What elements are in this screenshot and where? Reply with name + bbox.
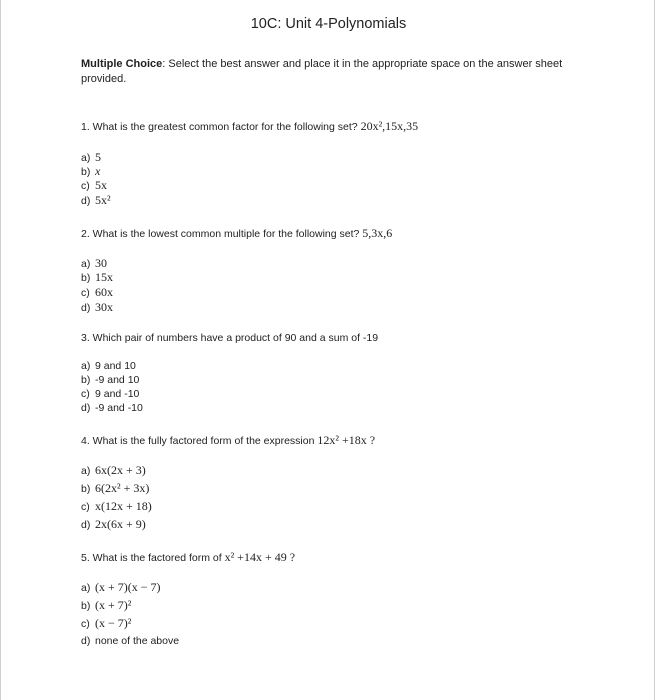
question-5 bbox=[81, 550, 295, 565]
question-3 bbox=[81, 332, 378, 344]
option: d) -9 and -10 bbox=[81, 402, 143, 414]
option: c) (x − 7)² bbox=[81, 616, 132, 630]
instructions bbox=[81, 57, 571, 86]
option: b) 6(2x² + 3x) bbox=[81, 481, 150, 495]
option: c) 60x bbox=[81, 285, 113, 299]
option: a) 30 bbox=[81, 256, 107, 270]
option: b) x bbox=[81, 164, 101, 178]
question-2 bbox=[81, 226, 392, 241]
question-prompt: 2. What is the lowest common multiple for the following set? bbox=[81, 228, 360, 240]
option: d) none of the above bbox=[81, 635, 180, 647]
question-prompt: 5. What is the factored form of bbox=[81, 552, 222, 564]
instructions-label: Multiple Choice bbox=[81, 58, 163, 70]
option: a) 5 bbox=[81, 150, 101, 164]
question-expression: 5,3x,6 bbox=[362, 226, 393, 240]
option: d) 5x² bbox=[81, 193, 111, 207]
option: d) 30x bbox=[81, 300, 113, 314]
option: a) (x + 7)(x − 7) bbox=[81, 580, 161, 594]
question-prompt: 3. Which pair of numbers have a product of 90 and a sum of -19 bbox=[81, 332, 379, 344]
question-1 bbox=[81, 119, 418, 134]
option: a) 9 and 10 bbox=[81, 360, 136, 372]
option: d) 2x(6x + 9) bbox=[81, 517, 146, 531]
option: c) 5x bbox=[81, 178, 107, 192]
option: b) -9 and 10 bbox=[81, 374, 140, 386]
instructions-text: : Select the best answer and place it in the appropriate space on the answer sheet provided. bbox=[81, 58, 563, 85]
question-prompt: 1. What is the greatest common factor for the following set? bbox=[81, 121, 358, 133]
option: b) 15x bbox=[81, 270, 113, 284]
question-expression: 20x²,15x,35 bbox=[360, 119, 419, 133]
question-4 bbox=[81, 433, 375, 448]
page-title: 10C: Unit 4-Polynomials bbox=[250, 16, 407, 32]
question-prompt: 4. What is the fully factored form of the expression bbox=[81, 435, 315, 447]
option: c) 9 and -10 bbox=[81, 388, 140, 400]
question-expression: x² +14x + 49 ? bbox=[224, 550, 296, 564]
option: a) 6x(2x + 3) bbox=[81, 463, 146, 477]
option: c) x(12x + 18) bbox=[81, 499, 152, 513]
option: b) (x + 7)² bbox=[81, 598, 132, 612]
question-expression: 12x² +18x ? bbox=[317, 433, 376, 447]
